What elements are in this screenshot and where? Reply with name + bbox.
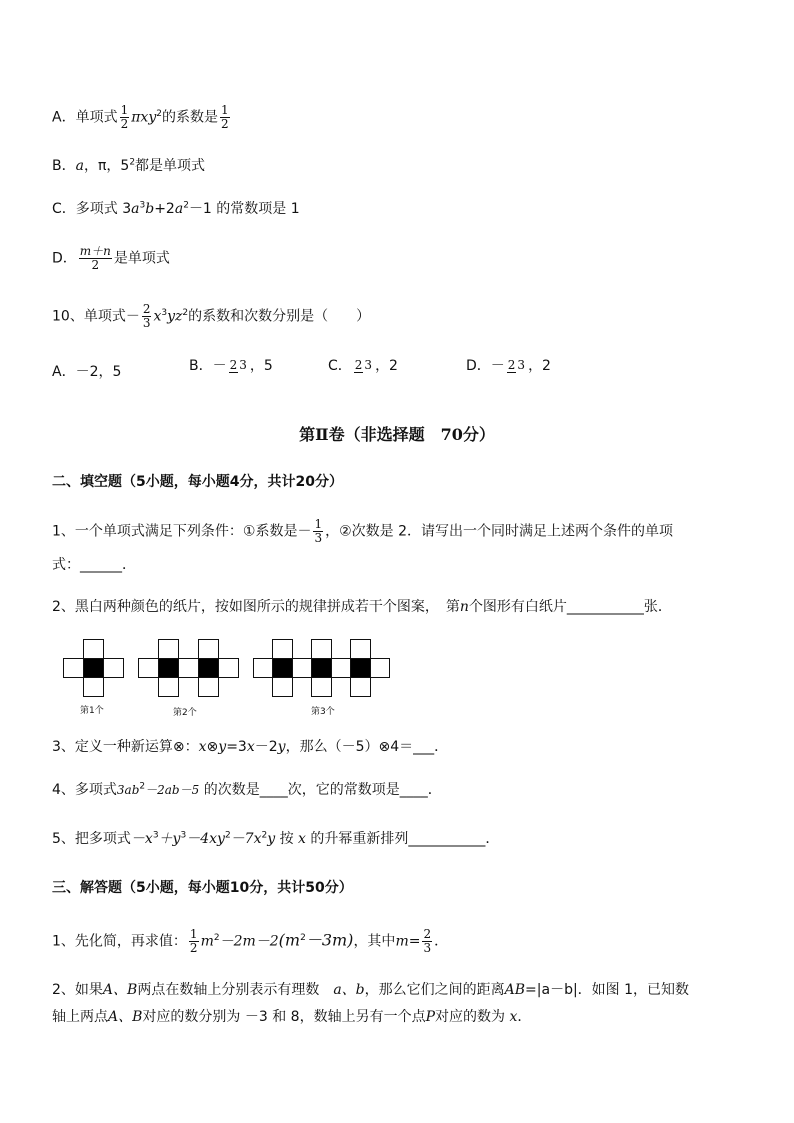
variable: A、B — [108, 1009, 143, 1025]
fraction-numerator: 1 — [314, 517, 323, 531]
fill-q2 — [52, 597, 672, 617]
white-tile — [312, 640, 332, 659]
fill-q4 — [52, 780, 442, 800]
exponent: 3 — [152, 830, 159, 841]
answer-q2-mid2: ，那么它们之间的距离 — [364, 982, 505, 998]
fraction-denominator: 3 — [239, 358, 247, 372]
exponent: 2 — [213, 932, 220, 943]
white-tile — [293, 659, 312, 678]
white-tile — [273, 678, 293, 697]
pattern-1 — [64, 640, 124, 697]
white-tile — [159, 640, 179, 659]
expression: －7x — [230, 831, 262, 847]
option-b-tail: 都是单项式 — [135, 158, 206, 174]
option-d-tail: ，2 — [528, 358, 551, 374]
variable: y — [218, 739, 227, 755]
fill-q2-tail: 个图形有白纸片___________张． — [468, 599, 672, 615]
expression: －3m) — [305, 930, 354, 950]
fill-q1-prefix: 1、一个单项式满足下列条件：①系数是－ — [52, 523, 312, 540]
black-tile — [273, 659, 293, 678]
fill-heading: 二、填空题（5小题，每小题4分，共计20分） — [52, 474, 343, 490]
white-tile — [351, 678, 371, 697]
answer-q2-line2 — [52, 1007, 531, 1027]
option-d-tail: 是单项式 — [113, 250, 170, 267]
operator: －2 — [254, 739, 278, 755]
figure-label-1: 第1个 — [80, 706, 104, 716]
option-b-rest: ，π，5 — [83, 158, 130, 174]
fraction-denominator: 2 — [120, 117, 129, 131]
variable: A、B — [102, 982, 138, 998]
fraction — [120, 104, 130, 131]
white-tile — [84, 678, 104, 697]
punctuation: ． — [517, 1009, 532, 1025]
q10-prefix: 10、单项式－ — [52, 308, 140, 325]
exponent: 2 — [182, 307, 189, 318]
expression: －x — [130, 831, 153, 847]
black-tile — [199, 659, 219, 678]
fraction — [220, 104, 230, 131]
fraction — [142, 303, 152, 330]
variable: n — [459, 599, 469, 615]
white-tile — [351, 640, 371, 659]
fraction-denominator: 3 — [314, 531, 323, 545]
answer-q2-prefix: 2、如果 — [52, 982, 103, 998]
option-a-mid: 的系数是 — [161, 109, 218, 126]
fraction — [189, 928, 199, 955]
fill-q5-tail: 的升幂重新排列___________． — [310, 831, 500, 847]
exponent: 2 — [183, 200, 189, 211]
answer-q2-line1 — [52, 980, 689, 1000]
fill-q1 — [52, 518, 673, 545]
expression: ＋y — [158, 831, 181, 847]
black-tile — [312, 659, 332, 678]
white-tile — [139, 659, 159, 678]
figure-label-3: 第3个 — [311, 707, 335, 717]
fraction-numerator: 2 — [507, 358, 516, 372]
variable: b — [145, 201, 155, 217]
variable: P — [425, 1009, 435, 1025]
expression: y — [267, 831, 276, 847]
fraction-denominator: 3 — [517, 358, 526, 372]
option-a-prefix: A．单项式 — [52, 109, 118, 126]
fraction — [354, 359, 373, 373]
fraction — [507, 359, 526, 373]
white-tile — [84, 640, 104, 659]
q10-option-c — [328, 356, 398, 376]
fraction-denominator: 2 — [189, 941, 198, 955]
fraction-numerator: 2 — [229, 358, 238, 372]
white-tile — [199, 640, 219, 659]
answer-q2-line2-prefix: 轴上两点 — [52, 1009, 108, 1025]
option-b-prefix: B．－ — [189, 358, 227, 374]
variable: a、b — [333, 982, 365, 998]
black-tile — [351, 659, 371, 678]
fraction — [229, 359, 248, 373]
white-tile — [254, 659, 273, 678]
variable: y — [277, 739, 286, 755]
fraction-numerator: 1 — [120, 103, 129, 117]
answer-heading: 三、解答题（5小题，每小题10分，共计50分） — [52, 880, 353, 896]
fraction — [79, 245, 112, 272]
fraction-numerator: 2 — [142, 302, 151, 316]
white-tile — [371, 659, 390, 678]
q9-option-b — [52, 156, 205, 176]
variable: x — [509, 1009, 518, 1025]
white-tile — [179, 659, 199, 678]
tile-pattern-figure — [63, 639, 403, 699]
white-tile — [159, 678, 179, 697]
variable: x — [246, 739, 255, 755]
section-2-title: 第Ⅱ卷（非选择题 70分） — [299, 425, 495, 444]
fill-q2-prefix: 2、黑白两种颜色的纸片，按如图所示的规律拼成若干个图案， 第 — [52, 599, 460, 615]
fraction-numerator: m＋n — [79, 244, 111, 258]
expression: (m — [278, 930, 301, 950]
variable: x — [198, 739, 207, 755]
expression: －4xy — [186, 831, 225, 847]
q10-option-a: A．－2，5 — [52, 364, 122, 380]
expression: m — [200, 933, 214, 950]
option-c-tail: －1 的常数项是 1 — [188, 201, 300, 217]
option-c-prefix: C．多项式 3 — [52, 201, 132, 217]
white-tile — [104, 659, 124, 678]
fill-q4-tail: 的次数是____次，它的常数项是____． — [203, 782, 442, 798]
q10-option-d — [466, 356, 551, 376]
white-tile — [199, 678, 219, 697]
variable: a — [131, 201, 140, 217]
fraction-denominator: 3 — [364, 358, 373, 372]
white-tile — [273, 640, 293, 659]
variable: m — [395, 933, 409, 950]
exponent: 2 — [224, 830, 231, 841]
fraction-denominator: 2 — [91, 258, 100, 272]
option-d-prefix: D．－ — [466, 358, 505, 374]
answer-q2-line2-mid2: 对应的数为 — [435, 1009, 505, 1025]
fraction-numerator: 1 — [189, 927, 198, 941]
q10-tail: 的系数和次数分别是（ ） — [188, 308, 371, 325]
fill-q3-prefix: 3、定义一种新运算⊗： — [52, 739, 199, 755]
black-tile — [159, 659, 179, 678]
exponent: 2 — [156, 108, 162, 119]
exponent: 2 — [139, 781, 146, 792]
white-tile — [219, 659, 239, 678]
answer-q1-mid: ，其中 — [353, 933, 396, 950]
fraction-denominator: 2 — [220, 117, 229, 131]
variable: a — [174, 201, 184, 217]
operator: ⊗ — [206, 739, 219, 755]
fraction-denominator: 3 — [142, 316, 151, 330]
exponent: 3 — [180, 830, 187, 841]
option-c-prefix: C． — [328, 358, 352, 374]
fill-q1-line2: 式：______． — [52, 557, 136, 573]
operator: =3 — [226, 739, 247, 755]
option-b-prefix: B． — [52, 158, 76, 174]
fraction-numerator: 1 — [220, 103, 229, 117]
answer-q2-mid: 两点在数轴上分别表示有理数 — [137, 982, 320, 998]
black-tile — [84, 659, 104, 678]
fill-q1-tail: ，②次数是 2．请写出一个同时满足上述两个条件的单项 — [325, 523, 674, 540]
variable: AB — [504, 982, 526, 998]
fill-q4-prefix: 4、多项式 — [52, 782, 117, 798]
option-d-prefix: D． — [52, 250, 77, 267]
figure-label-2: 第2个 — [173, 708, 197, 718]
expression: 3ab — [116, 783, 140, 797]
q9-option-a — [52, 104, 232, 131]
white-tile — [312, 678, 332, 697]
exponent: 3 — [161, 307, 168, 318]
fraction-numerator: 2 — [423, 927, 432, 941]
exponent: 3 — [139, 200, 146, 211]
operator: +2 — [154, 201, 175, 217]
expression: πxy — [131, 109, 157, 126]
fraction — [422, 928, 432, 955]
q9-option-c — [52, 199, 300, 219]
variable: x — [153, 308, 162, 325]
option-b-tail: ，5 — [249, 358, 273, 374]
exponent: 2 — [261, 830, 268, 841]
answer-q1-prefix: 1、先化简，再求值： — [52, 933, 187, 950]
variable: x — [298, 831, 306, 847]
fill-q5-prefix: 5、把多项式 — [52, 831, 131, 847]
answer-q2-line2-mid: 对应的数分别为 －3 和 8，数轴上另有一个点 — [142, 1009, 426, 1025]
q10-stem — [52, 303, 370, 330]
exponent: 2 — [129, 157, 136, 168]
operator: = — [408, 933, 421, 950]
exponent: 2 — [300, 932, 306, 943]
fill-q5-mid: 按 — [279, 831, 294, 847]
q10-option-b — [189, 356, 273, 376]
punctuation: ． — [434, 933, 449, 950]
q9-option-d — [52, 245, 170, 272]
expression: －2ab－5 — [145, 783, 200, 797]
fill-q5 — [52, 829, 499, 849]
expression: －2m－2 — [219, 933, 279, 950]
white-tile — [332, 659, 351, 678]
answer-q2-tail: =|a－b|．如图 1，已知数 — [525, 982, 690, 998]
fraction-denominator: 3 — [423, 941, 432, 955]
white-tile — [64, 659, 84, 678]
answer-q1 — [52, 928, 448, 955]
variable: yz — [167, 308, 183, 325]
fill-q3 — [52, 737, 448, 757]
pattern-3 — [254, 640, 390, 697]
fraction — [313, 518, 323, 545]
variable: a — [75, 158, 84, 174]
fraction-numerator: 2 — [354, 358, 363, 372]
fill-q3-tail: ，那么（－5）⊗4＝___． — [285, 739, 449, 755]
option-c-tail: ，2 — [375, 358, 398, 374]
pattern-2 — [139, 640, 239, 697]
